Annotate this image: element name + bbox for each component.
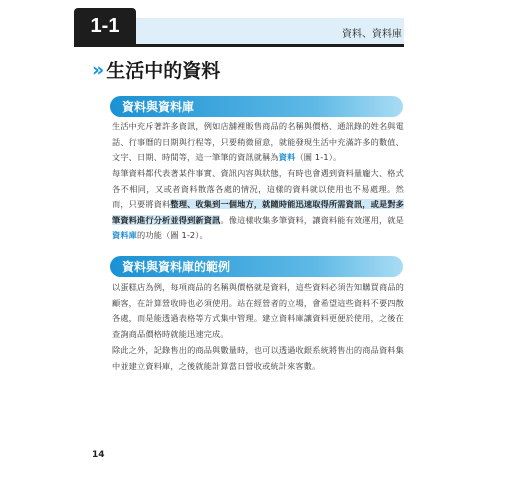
header-rule (74, 44, 404, 47)
subsection-title-2: 資料與資料庫的範例 (122, 260, 231, 274)
paragraph-database-definition: 每筆資料都代表著某件事實、資訊內容與狀態，有時也會遇到資料量龐大、格式各不相同，又或者資料散落各處的情況，這樣的資料就以使用也不易處理。然而，只要將資料整理、收集到一個地方，就隨時能迅速取得所需資訊，或是對多筆資料進行分析並得到新資訊。像這樣收集多筆資料，讓資料能有效運用，就是資料庫的功能（圖 1-2）。 (112, 168, 405, 241)
section-heading (92, 56, 220, 83)
running-title: 資料、資料庫 (342, 29, 402, 40)
section-title: 生活中的資料 (106, 60, 221, 82)
highlighted-phrase: 整理、收集到一個地方，就隨時能迅速取得所需資訊，或是對多筆資料進行分析並得到新資訊 (112, 199, 404, 225)
paragraph-cake-shop-example: 以蛋糕店為例，每項商品的名稱與價格就是資料，這些資料必須告知購買商品的顧客，在計算營收時也必須使用。站在經營者的立場，會希望這些資料不要四散各處，而是能透過表格等方式集中管理。建立資料庫讓資料更便於使用，之後在查詢商品價格時就能迅速完成。 (112, 282, 404, 339)
chapter-number-tab: 1-1 (74, 8, 136, 44)
term-data: 資料 (278, 152, 296, 163)
subsection-title-bar-1 (110, 96, 403, 117)
term-database: 資料庫 (112, 230, 138, 241)
paragraph-pos-example: 除此之外，記錄售出的商品與數量時，也可以透過收銀系統將售出的商品資料集中並建立資料庫，之後就能計算當日營收或統計來客數。 (112, 345, 404, 371)
subsection-title-bar-2 (110, 256, 403, 277)
page-number: 14 (92, 450, 105, 460)
subsection-title-1: 資料與資料庫 (122, 100, 195, 114)
double-chevron-right-icon: » (92, 58, 101, 81)
paragraph-data-definition: 生活中充斥著許多資訊，例如店舖裡販售商品的名稱與價格、通訊錄的姓名與電話、行事曆的日期與行程等，只要稍微留意，就能發現生活中充滿許多的數值、文字、日期、時間等，這一筆筆的資訊就稱為資料（圖 1-1）。 (112, 121, 404, 163)
